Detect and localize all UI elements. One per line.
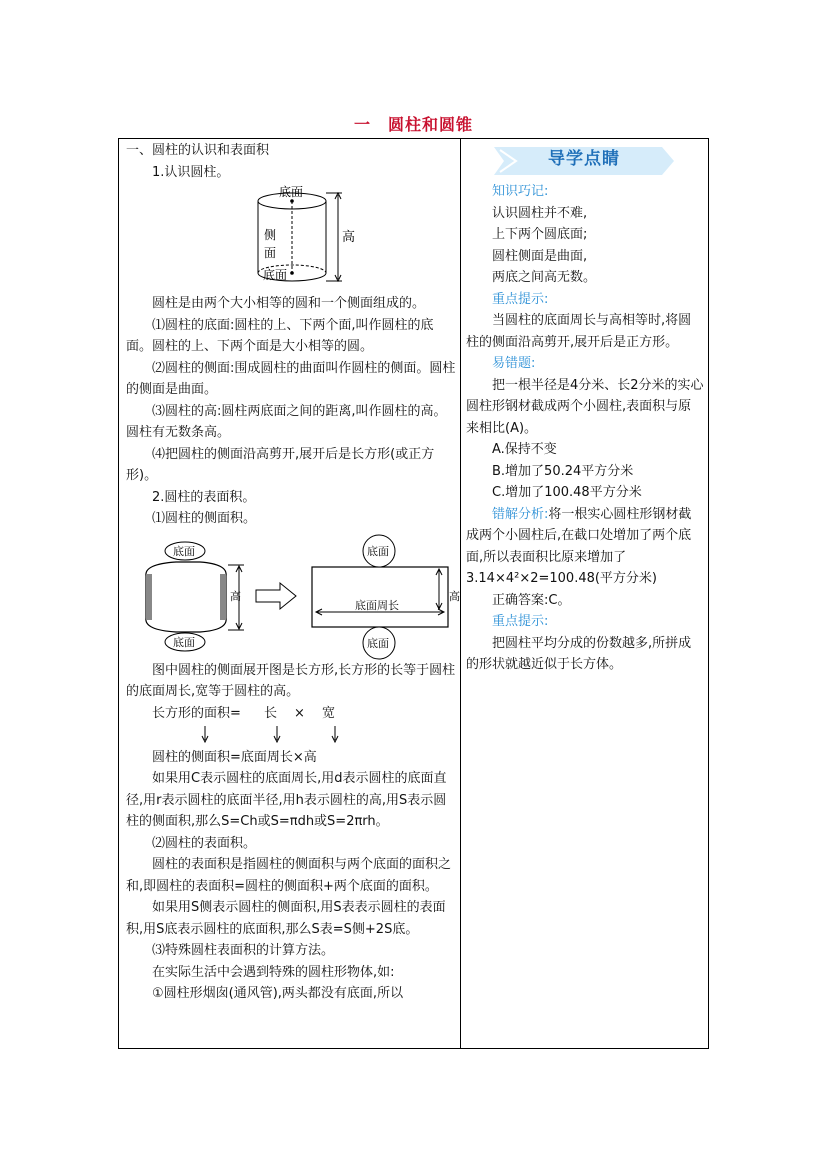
formula-area	[126, 703, 456, 747]
paragraph-1: 圆柱是由两个大小相等的圆和一个侧面组成的。	[152, 296, 426, 311]
label-error-analysis: 错解分析:	[492, 506, 549, 522]
tip-2: 把圆柱平均分成的份数越多,所拼成的形状就越近似于长方体。	[466, 635, 692, 672]
label-error-prone: 易错题:	[492, 356, 536, 371]
correct-answer: 正确答案:C。	[492, 592, 571, 608]
paragraph-4: ⑶圆柱的高:圆柱两底面之间的距离,叫作圆柱的高。圆柱有无数条高。	[126, 403, 447, 440]
cylinder-diagram	[126, 185, 456, 289]
fig1-height-label: 高	[342, 230, 356, 245]
formula-area-a: 长方形的面积=	[152, 705, 241, 721]
unfold-diagram	[116, 534, 460, 654]
cylinder-figure	[126, 185, 456, 289]
banner-title: 导学点睛	[548, 149, 620, 169]
fig1-side-label-1: 侧	[264, 228, 277, 242]
unfold-figure	[116, 534, 460, 654]
formula-area-c: ×	[294, 705, 305, 721]
poem-line-4: 两底之间高无数。	[492, 270, 597, 285]
fig1-side-label-2: 面	[264, 246, 277, 260]
paragraph-8: 圆柱的表面积是指圆柱的侧面积与两个底面的面积之和,即圆柱的表面积=圆柱的侧面积+两个底面的面积。	[126, 857, 452, 894]
tip-1: 当圆柱的底面周长与高相等时,将圆柱的侧面沿高剪开,展开后是正方形。	[466, 313, 692, 350]
formula-arrows	[126, 724, 456, 746]
poem-line-2: 上下两个圆底面;	[492, 227, 588, 242]
fig1-bottom-label: 底面	[263, 268, 288, 282]
fig2-top-label: 底面	[173, 544, 195, 558]
error-analysis: 将一根实心圆柱形钢材截成两个小圆柱后,在截口处增加了两个底面,所以表面积比原来增加了3.14×4²×2=100.48(平方分米)	[466, 506, 692, 586]
paragraph-5: ⑷把圆柱的侧面沿高剪开,展开后是长方形(或正方形)。	[126, 446, 435, 483]
label-key-tip-1: 重点提示:	[492, 291, 549, 307]
page-title: 一 圆柱和圆锥	[353, 115, 473, 134]
fig2-perimeter-label: 底面周长	[355, 598, 399, 612]
subheading-1: 1.认识圆柱。	[152, 164, 230, 180]
question: 把一根半径是4分米、长2分米的实心圆柱形钢材截成两个小圆柱,表面积与原来相比(A)。	[466, 377, 704, 436]
paragraph-10: 在实际生活中会遇到特殊的圆柱形物体,如:	[152, 964, 395, 980]
paragraph-7: 如果用C表示圆柱的底面周长,用d表示圆柱的底面直径,用r表示圆柱的底面半径,用h表示圆柱的高,用S表示圆柱的侧面积,那么S=Ch或S=πdh或S=2πrh。	[126, 771, 447, 829]
formula-area-d: 宽	[322, 705, 336, 721]
subheading-2b: ⑵圆柱的表面积。	[152, 835, 257, 851]
poem-line-1: 认识圆柱并不难,	[492, 205, 588, 221]
paragraph-11: ①圆柱形烟囱(通风管),两头都没有底面,所以	[152, 986, 404, 1001]
column-divider	[460, 138, 461, 1049]
fig2-height-label: 高	[230, 589, 241, 603]
fig1-top-label: 底面	[279, 185, 304, 199]
left-column	[126, 140, 460, 1005]
right-column	[466, 145, 704, 676]
fig2-rect-height-label: 高	[449, 589, 460, 603]
poem-line-3: 圆柱侧面是曲面,	[492, 248, 588, 264]
fig2-rect-bottom-label: 底面	[367, 636, 389, 650]
paragraph-6: 图中圆柱的侧面展开图是长方形,长方形的长等于圆柱的底面周长,宽等于圆柱的高。	[126, 662, 456, 699]
guide-banner	[494, 145, 674, 177]
subheading-2: 2.圆柱的表面积。	[152, 489, 256, 505]
section-heading: 一、圆柱的认识和表面积	[126, 143, 270, 158]
paragraph-3: ⑵圆柱的侧面:围成圆柱的曲面叫作圆柱的侧面。圆柱的侧面是曲面。	[126, 360, 456, 397]
subheading-2c: ⑶特殊圆柱表面积的计算方法。	[152, 943, 335, 958]
option-b: B.增加了50.24平方分米	[492, 463, 634, 479]
label-memory: 知识巧记:	[492, 184, 549, 199]
fig2-rect-top-label: 底面	[367, 544, 389, 558]
paragraph-2: ⑴圆柱的底面:圆柱的上、下两个面,叫作圆柱的底面。圆柱的上、下两个面是大小相等的圆。	[126, 317, 434, 354]
option-a: A.保持不变	[492, 442, 557, 457]
formula-lateral: 圆柱的侧面积=底面周长×高	[152, 749, 317, 765]
label-key-tip-2: 重点提示:	[492, 614, 549, 629]
paragraph-9: 如果用S侧表示圆柱的侧面积,用S表表示圆柱的表面积,用S底表示圆柱的底面积,那么S表=S侧+2S底。	[126, 900, 446, 937]
formula-area-b: 长	[264, 705, 278, 721]
subheading-2a: ⑴圆柱的侧面积。	[152, 511, 257, 526]
option-c: C.增加了100.48平方分米	[492, 485, 642, 500]
fig2-bottom-label: 底面	[173, 635, 195, 649]
